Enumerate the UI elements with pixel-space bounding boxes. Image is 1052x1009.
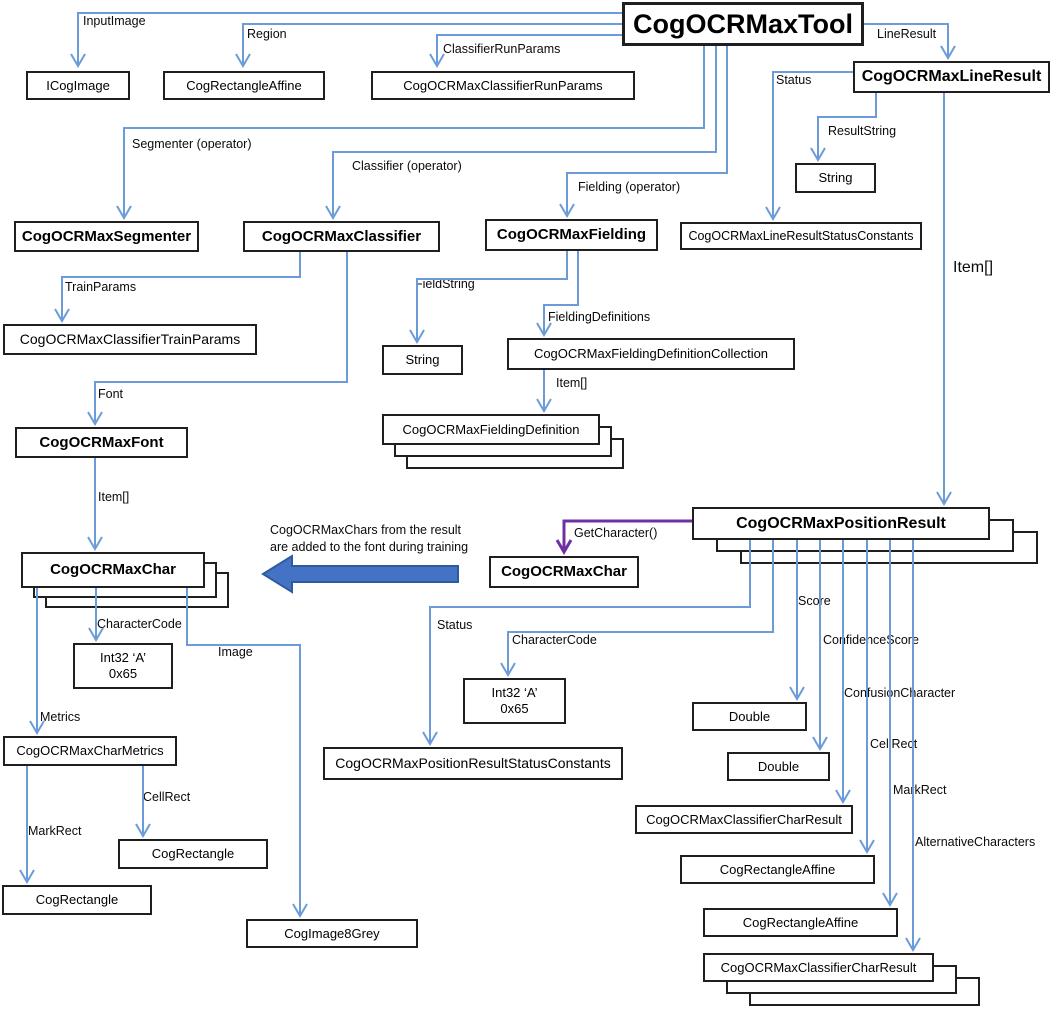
char-metrics-box bbox=[3, 736, 177, 766]
markrect-right-connector bbox=[883, 540, 897, 905]
status-line-result-arrowhead-icon bbox=[766, 207, 780, 219]
item-font-label: Item[] bbox=[98, 490, 130, 504]
char-in-font-box bbox=[21, 552, 205, 588]
fielding-box bbox=[485, 219, 658, 251]
cogrectangle-markrect-box bbox=[2, 885, 152, 915]
field-string-connector bbox=[410, 251, 567, 342]
field-string-arrowhead-icon bbox=[410, 330, 424, 342]
classifier-char-result-alternatives-box bbox=[703, 953, 934, 982]
item-line-result-label: Item[] bbox=[953, 259, 994, 276]
double-score-label: Double bbox=[728, 708, 771, 724]
classifier-run-params-arrowhead-icon bbox=[430, 54, 444, 66]
item-collection-label: Item[] bbox=[556, 376, 588, 390]
training-note-line1: CogOCRMaxChars from the result bbox=[270, 523, 462, 537]
item-collection-arrowhead-icon bbox=[537, 399, 551, 411]
classifier-train-params-label: CogOCRMaxClassifierTrainParams bbox=[19, 331, 241, 348]
result-string-label: ResultString bbox=[828, 124, 897, 138]
char-from-result-label: CogOCRMaxChar bbox=[501, 563, 627, 580]
fielding-definition-label: CogOCRMaxFieldingDefinition bbox=[402, 421, 580, 437]
cellrect-left-arrowhead-icon bbox=[136, 824, 150, 836]
double-confidence-score-box bbox=[727, 752, 830, 781]
region-arrowhead-icon bbox=[236, 54, 250, 66]
markrect-right-label: MarkRect bbox=[893, 783, 947, 797]
cogrectangleaffine-region-box bbox=[163, 71, 325, 100]
classifier-char-result-alternatives-label: CogOCRMaxClassifierCharResult bbox=[720, 959, 917, 975]
score-arrowhead-icon bbox=[790, 687, 804, 699]
cog-ocr-max-tool-box bbox=[622, 2, 864, 46]
cellrect-right-arrowhead-icon bbox=[860, 840, 874, 852]
cogrectangleaffine-cellrect-label: CogRectangleAffine bbox=[719, 861, 836, 877]
line-result-arrowhead-icon bbox=[941, 46, 955, 58]
cogrectangleaffine-region-label: CogRectangleAffine bbox=[186, 77, 302, 93]
classifier-char-result-confusion-label: CogOCRMaxClassifierCharResult bbox=[646, 811, 842, 827]
fielding-definitions-label: FieldingDefinitions bbox=[548, 310, 651, 324]
string-field-box bbox=[382, 345, 463, 375]
character-code-font-label: CharacterCode bbox=[97, 617, 182, 631]
character-code-result-label: CharacterCode bbox=[512, 633, 597, 647]
int32-char-code-font-label2: 0x65 bbox=[108, 666, 138, 681]
training-note-line2: are added to the font during training bbox=[270, 540, 469, 554]
int32-char-code-result-label2: 0x65 bbox=[500, 701, 529, 716]
char-in-font-label: CogOCRMaxChar bbox=[50, 561, 176, 578]
font-box bbox=[15, 427, 188, 458]
segmenter-operator-label: Segmenter (operator) bbox=[132, 137, 252, 151]
train-params-label: TrainParams bbox=[65, 280, 137, 294]
string-field-label: String bbox=[405, 352, 440, 368]
cogrectangle-cellrect-box bbox=[118, 839, 268, 869]
status-line-result-connector bbox=[766, 72, 853, 219]
region-connector bbox=[236, 24, 622, 66]
position-result-label: CogOCRMaxPositionResult bbox=[736, 514, 946, 532]
image-arrowhead-icon bbox=[293, 904, 307, 916]
int32-char-code-result-box bbox=[463, 678, 566, 724]
training-big-arrow-icon bbox=[263, 556, 458, 592]
cog-ocr-max-tool-label: CogOCRMaxTool bbox=[633, 8, 853, 39]
segmenter-operator-arrowhead-icon bbox=[117, 206, 131, 218]
int32-char-code-result-label: Int32 ‘A’ bbox=[491, 685, 538, 701]
status-line-label: Status bbox=[776, 73, 812, 87]
train-params-arrowhead-icon bbox=[55, 309, 69, 321]
position-result-status-constants-label: CogOCRMaxPositionResultStatusConstants bbox=[335, 755, 611, 772]
string-result-label: String bbox=[818, 170, 853, 186]
item-line-result-arrowhead-icon bbox=[937, 492, 951, 504]
line-result-status-constants-label: CogOCRMaxLineResultStatusConstants bbox=[688, 228, 914, 243]
classifier-operator-label: Classifier (operator) bbox=[352, 159, 462, 173]
get-character-arrowhead-icon bbox=[557, 540, 571, 552]
confidence-score-arrowhead-icon bbox=[813, 737, 827, 749]
confusion-character-label: ConfusionCharacter bbox=[844, 686, 956, 700]
cogimage8grey-box bbox=[246, 919, 418, 948]
cogrectangle-cellrect-label: CogRectangle bbox=[151, 846, 235, 862]
input-image-connector bbox=[71, 13, 622, 66]
fielding-label: CogOCRMaxFielding bbox=[496, 226, 647, 243]
classifier-label: CogOCRMaxClassifier bbox=[261, 227, 422, 245]
item-font-arrowhead-icon bbox=[88, 537, 102, 549]
cogrectangle-markrect-label: CogRectangle bbox=[35, 892, 119, 908]
classifier-train-params-box bbox=[3, 324, 257, 355]
line-result-label: LineResult bbox=[877, 27, 937, 41]
line-result-label: CogOCRMaxLineResult bbox=[861, 68, 1042, 86]
cogimage8grey-label: CogImage8Grey bbox=[284, 925, 380, 941]
metrics-label: Metrics bbox=[40, 710, 81, 724]
segmenter-box bbox=[14, 221, 199, 252]
status-position-label: Status bbox=[437, 618, 473, 632]
status-position-result-arrowhead-icon bbox=[423, 732, 437, 744]
confidence-score-label: ConfidenceScore bbox=[823, 633, 919, 647]
fielding-operator-label: Fielding (operator) bbox=[578, 180, 681, 194]
cogrectangleaffine-markrect-label: CogRectangleAffine bbox=[742, 914, 859, 930]
char-metrics-label: CogOCRMaxCharMetrics bbox=[16, 743, 164, 759]
cogrectangleaffine-markrect-box bbox=[703, 908, 898, 937]
region-label: Region bbox=[247, 27, 287, 41]
confusion-character-connector bbox=[836, 540, 850, 802]
line-result-box bbox=[853, 61, 1050, 93]
icogimage-box bbox=[26, 71, 130, 100]
character-code-result-arrowhead-icon bbox=[501, 663, 515, 675]
get-character-label: GetCharacter() bbox=[574, 526, 658, 540]
fielding-definition-box bbox=[382, 414, 600, 445]
confusion-character-arrowhead-icon bbox=[836, 790, 850, 802]
markrect-right-arrowhead-icon bbox=[883, 893, 897, 905]
font-label: Font bbox=[98, 387, 124, 401]
score-label: Score bbox=[798, 594, 831, 608]
font-label: CogOCRMaxFont bbox=[39, 433, 164, 451]
classifier-char-result-confusion-box bbox=[635, 805, 853, 834]
classifier-box bbox=[243, 221, 440, 252]
markrect-left-label: MarkRect bbox=[28, 824, 82, 838]
int32-char-code-font-label: Int32 ‘A’ bbox=[99, 650, 146, 666]
alternative-characters-label: AlternativeCharacters bbox=[915, 835, 1036, 849]
double-score-box bbox=[692, 702, 807, 731]
cellrect-left-label: CellRect bbox=[143, 790, 191, 804]
segmenter-label: CogOCRMaxSegmenter bbox=[21, 227, 192, 245]
line-result-status-constants-box bbox=[680, 222, 922, 250]
item-line-result-connector bbox=[937, 93, 951, 504]
classifier-run-params-box bbox=[371, 71, 635, 100]
item-collection-connector bbox=[537, 370, 551, 411]
classifier-run-params-label: CogOCRMaxClassifierRunParams bbox=[403, 77, 603, 93]
string-result-box bbox=[795, 163, 876, 193]
fielding-definition-collection-label: CogOCRMaxFieldingDefinitionCollection bbox=[533, 346, 769, 362]
icogimage-label: ICogImage bbox=[46, 77, 110, 93]
fielding-definitions-arrowhead-icon bbox=[537, 323, 551, 335]
classifier-operator-arrowhead-icon bbox=[326, 206, 340, 218]
input-image-label: InputImage bbox=[83, 14, 146, 28]
int32-char-code-font-box bbox=[73, 643, 173, 689]
position-result-status-constants-box bbox=[323, 747, 623, 780]
markrect-left-arrowhead-icon bbox=[20, 870, 34, 882]
image-label: Image bbox=[218, 645, 253, 659]
alternative-characters-arrowhead-icon bbox=[906, 938, 920, 950]
font-property-arrowhead-icon bbox=[88, 412, 102, 424]
fielding-operator-arrowhead-icon bbox=[560, 204, 574, 216]
position-result-box bbox=[692, 507, 990, 540]
classifier-run-params-label: ClassifierRunParams bbox=[443, 42, 561, 56]
cogrectangleaffine-cellrect-box bbox=[680, 855, 875, 884]
input-image-arrowhead-icon bbox=[71, 54, 85, 66]
cellrect-right-label: CellRect bbox=[870, 737, 918, 751]
result-string-arrowhead-icon bbox=[811, 148, 825, 160]
fielding-definition-collection-box bbox=[507, 338, 795, 370]
field-string-label: FieldString bbox=[415, 277, 475, 291]
char-from-result-box bbox=[489, 556, 639, 588]
double-confidence-score-label: Double bbox=[757, 758, 800, 774]
